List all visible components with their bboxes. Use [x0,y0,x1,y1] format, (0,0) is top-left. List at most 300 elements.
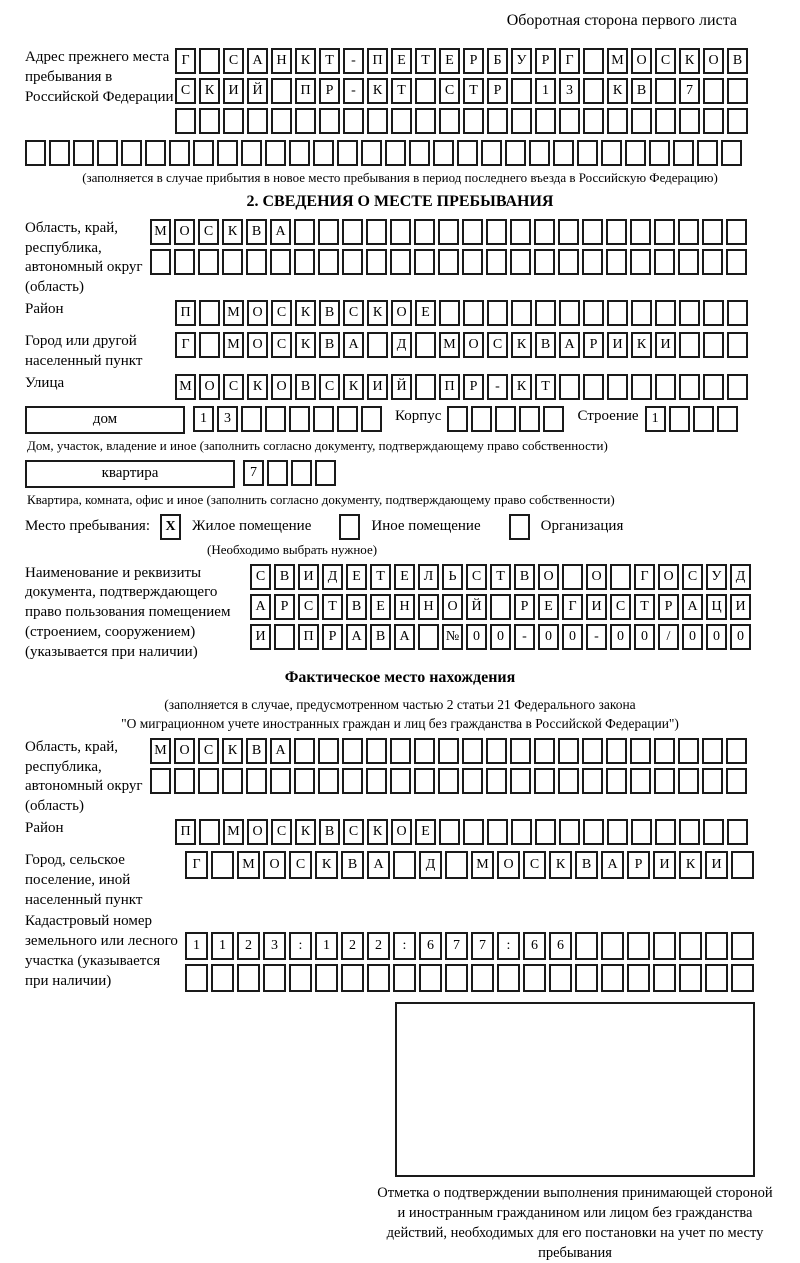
char-cell[interactable] [211,851,234,879]
char-cell[interactable]: Р [319,78,340,104]
char-cell[interactable] [199,300,220,326]
char-cell[interactable] [246,768,267,794]
char-cell[interactable] [705,964,728,992]
char-cell[interactable] [367,108,388,134]
char-cell[interactable]: С [319,374,340,400]
char-cell[interactable] [438,738,459,764]
char-cell[interactable] [361,140,382,166]
checkbox-residential[interactable]: X [160,514,181,540]
char-cell[interactable]: С [289,851,312,879]
char-cell[interactable]: 0 [634,624,655,650]
char-cell[interactable]: М [607,48,628,74]
char-cell[interactable] [366,249,387,275]
char-cell[interactable] [313,406,334,432]
char-cell[interactable] [607,108,628,134]
char-cell[interactable]: Г [175,48,196,74]
char-cell[interactable] [487,300,508,326]
char-cell[interactable]: П [298,624,319,650]
char-cell[interactable] [562,564,583,590]
char-cell[interactable]: Й [391,374,412,400]
char-cell[interactable]: С [223,48,244,74]
char-cell[interactable] [415,332,436,358]
char-cell[interactable] [558,738,579,764]
char-cell[interactable]: У [706,564,727,590]
char-cell[interactable] [726,768,747,794]
char-cell[interactable] [583,78,604,104]
char-cell[interactable]: В [295,374,316,400]
char-cell[interactable]: О [538,564,559,590]
char-cell[interactable] [337,140,358,166]
char-cell[interactable]: : [289,932,312,960]
char-cell[interactable]: М [471,851,494,879]
char-cell[interactable] [673,140,694,166]
char-cell[interactable] [510,219,531,245]
char-cell[interactable]: 3 [217,406,238,432]
char-cell[interactable]: К [367,819,388,845]
char-cell[interactable] [731,964,754,992]
char-cell[interactable] [385,140,406,166]
char-cell[interactable]: О [703,48,724,74]
char-cell[interactable] [534,768,555,794]
char-cell[interactable] [601,140,622,166]
char-cell[interactable]: К [247,374,268,400]
char-cell[interactable]: Г [562,594,583,620]
char-cell[interactable] [343,108,364,134]
char-cell[interactable] [457,140,478,166]
char-cell[interactable]: О [442,594,463,620]
char-cell[interactable]: В [319,819,340,845]
char-cell[interactable] [654,738,675,764]
char-cell[interactable] [438,249,459,275]
char-cell[interactable] [393,851,416,879]
char-cell[interactable] [535,300,556,326]
char-cell[interactable] [463,300,484,326]
char-cell[interactable] [649,140,670,166]
char-cell[interactable]: К [679,48,700,74]
char-cell[interactable]: Т [463,78,484,104]
char-cell[interactable]: О [463,332,484,358]
char-cell[interactable] [702,219,723,245]
char-cell[interactable]: К [295,48,316,74]
char-cell[interactable] [419,964,442,992]
char-cell[interactable]: Е [394,564,415,590]
char-cell[interactable] [511,300,532,326]
char-cell[interactable]: 2 [367,932,390,960]
char-cell[interactable]: П [175,300,196,326]
char-cell[interactable] [415,108,436,134]
char-cell[interactable]: Р [583,332,604,358]
char-cell[interactable]: К [511,374,532,400]
char-cell[interactable]: С [175,78,196,104]
char-cell[interactable] [679,819,700,845]
char-cell[interactable]: О [174,219,195,245]
char-cell[interactable] [313,140,334,166]
char-cell[interactable]: - [343,78,364,104]
char-cell[interactable]: О [631,48,652,74]
char-cell[interactable] [274,624,295,650]
char-cell[interactable]: К [315,851,338,879]
char-cell[interactable] [727,108,748,134]
char-cell[interactable] [414,219,435,245]
char-cell[interactable] [575,964,598,992]
char-cell[interactable]: К [549,851,572,879]
char-cell[interactable]: Й [466,594,487,620]
char-cell[interactable] [535,108,556,134]
char-cell[interactable]: А [247,48,268,74]
char-cell[interactable]: 0 [610,624,631,650]
char-cell[interactable] [486,738,507,764]
char-cell[interactable] [630,738,651,764]
char-cell[interactable] [241,406,262,432]
char-cell[interactable] [727,332,748,358]
char-cell[interactable] [627,964,650,992]
char-cell[interactable] [271,108,292,134]
char-cell[interactable] [631,300,652,326]
char-cell[interactable]: Е [415,819,436,845]
char-cell[interactable] [679,108,700,134]
char-cell[interactable] [294,768,315,794]
char-cell[interactable]: Г [634,564,655,590]
char-cell[interactable] [198,249,219,275]
char-cell[interactable]: С [271,300,292,326]
char-cell[interactable]: 0 [706,624,727,650]
char-cell[interactable]: В [274,564,295,590]
char-cell[interactable]: О [497,851,520,879]
char-cell[interactable] [391,108,412,134]
char-cell[interactable] [361,406,382,432]
char-cell[interactable]: Р [463,374,484,400]
char-cell[interactable] [337,406,358,432]
char-cell[interactable] [607,819,628,845]
char-cell[interactable] [679,964,702,992]
char-cell[interactable] [727,78,748,104]
char-cell[interactable] [415,374,436,400]
char-cell[interactable] [726,219,747,245]
char-cell[interactable]: Ц [706,594,727,620]
char-cell[interactable] [463,819,484,845]
char-cell[interactable]: Р [463,48,484,74]
char-cell[interactable] [415,78,436,104]
char-cell[interactable]: И [367,374,388,400]
char-cell[interactable]: В [346,594,367,620]
char-cell[interactable] [510,768,531,794]
char-cell[interactable] [559,108,580,134]
char-cell[interactable] [318,768,339,794]
char-cell[interactable]: С [250,564,271,590]
char-cell[interactable] [655,78,676,104]
char-cell[interactable]: К [679,851,702,879]
char-cell[interactable]: Р [514,594,535,620]
char-cell[interactable] [549,964,572,992]
char-cell[interactable]: К [222,219,243,245]
char-cell[interactable] [606,219,627,245]
char-cell[interactable]: 6 [419,932,442,960]
char-cell[interactable]: А [367,851,390,879]
char-cell[interactable] [366,768,387,794]
char-cell[interactable] [702,738,723,764]
char-cell[interactable]: Й [247,78,268,104]
char-cell[interactable] [223,108,244,134]
char-cell[interactable]: Р [658,594,679,620]
char-cell[interactable] [510,738,531,764]
char-cell[interactable]: М [223,332,244,358]
char-cell[interactable]: О [586,564,607,590]
char-cell[interactable]: О [247,300,268,326]
char-cell[interactable]: А [270,738,291,764]
char-cell[interactable]: А [346,624,367,650]
char-cell[interactable] [481,140,502,166]
char-cell[interactable] [511,78,532,104]
char-cell[interactable]: С [682,564,703,590]
char-cell[interactable] [731,932,754,960]
char-cell[interactable]: П [439,374,460,400]
char-cell[interactable] [523,964,546,992]
char-cell[interactable]: М [223,300,244,326]
char-cell[interactable] [174,768,195,794]
char-cell[interactable]: П [295,78,316,104]
char-cell[interactable] [627,932,650,960]
char-cell[interactable] [669,406,690,432]
char-cell[interactable]: С [655,48,676,74]
char-cell[interactable] [185,964,208,992]
char-cell[interactable]: К [607,78,628,104]
char-cell[interactable] [583,48,604,74]
char-cell[interactable] [534,738,555,764]
char-cell[interactable]: Е [439,48,460,74]
char-cell[interactable]: К [199,78,220,104]
char-cell[interactable] [270,249,291,275]
char-cell[interactable] [653,964,676,992]
char-cell[interactable]: А [250,594,271,620]
char-cell[interactable] [558,768,579,794]
char-cell[interactable] [630,219,651,245]
char-cell[interactable] [486,219,507,245]
char-cell[interactable] [445,964,468,992]
char-cell[interactable] [582,738,603,764]
char-cell[interactable]: 0 [538,624,559,650]
char-cell[interactable]: - [586,624,607,650]
char-cell[interactable] [393,964,416,992]
char-cell[interactable]: О [271,374,292,400]
char-cell[interactable]: Е [370,594,391,620]
char-cell[interactable] [519,406,540,432]
char-cell[interactable] [289,140,310,166]
char-cell[interactable]: 3 [263,932,286,960]
char-cell[interactable] [559,374,580,400]
char-cell[interactable] [291,460,312,486]
char-cell[interactable]: Н [418,594,439,620]
char-cell[interactable] [553,140,574,166]
char-cell[interactable] [703,374,724,400]
char-cell[interactable] [265,140,286,166]
char-cell[interactable] [414,738,435,764]
char-cell[interactable] [97,140,118,166]
char-cell[interactable]: 2 [237,932,260,960]
char-cell[interactable] [490,594,511,620]
char-cell[interactable] [319,108,340,134]
char-cell[interactable]: И [298,564,319,590]
char-cell[interactable]: 7 [445,932,468,960]
char-cell[interactable] [237,964,260,992]
char-cell[interactable]: Д [391,332,412,358]
char-cell[interactable] [198,768,219,794]
char-cell[interactable] [247,108,268,134]
char-cell[interactable] [486,249,507,275]
char-cell[interactable] [703,300,724,326]
char-cell[interactable]: К [222,738,243,764]
char-cell[interactable] [199,819,220,845]
char-cell[interactable]: 7 [471,932,494,960]
char-cell[interactable] [606,768,627,794]
char-cell[interactable]: 2 [341,932,364,960]
char-cell[interactable] [678,219,699,245]
char-cell[interactable] [487,108,508,134]
char-cell[interactable] [495,406,516,432]
char-cell[interactable] [439,108,460,134]
char-cell[interactable] [390,219,411,245]
char-cell[interactable] [583,108,604,134]
char-cell[interactable] [366,219,387,245]
char-cell[interactable]: Р [322,624,343,650]
checkbox-other-premises[interactable] [339,514,360,540]
char-cell[interactable] [414,249,435,275]
char-cell[interactable]: Е [415,300,436,326]
char-cell[interactable] [295,108,316,134]
char-cell[interactable]: 7 [243,460,264,486]
char-cell[interactable]: А [270,219,291,245]
char-cell[interactable]: 0 [682,624,703,650]
char-cell[interactable] [445,851,468,879]
char-cell[interactable] [679,932,702,960]
char-cell[interactable] [655,374,676,400]
char-cell[interactable] [263,964,286,992]
char-cell[interactable]: С [466,564,487,590]
char-cell[interactable] [265,406,286,432]
char-cell[interactable]: О [247,332,268,358]
char-cell[interactable]: О [174,738,195,764]
char-cell[interactable] [390,249,411,275]
char-cell[interactable]: И [653,851,676,879]
char-cell[interactable]: С [523,851,546,879]
char-cell[interactable] [583,300,604,326]
char-cell[interactable] [606,738,627,764]
char-cell[interactable]: О [391,819,412,845]
char-cell[interactable]: Г [559,48,580,74]
char-cell[interactable] [246,249,267,275]
char-cell[interactable]: Р [274,594,295,620]
char-cell[interactable] [414,768,435,794]
char-cell[interactable]: К [367,78,388,104]
char-cell[interactable] [630,249,651,275]
char-cell[interactable] [655,819,676,845]
char-cell[interactable] [655,300,676,326]
char-cell[interactable]: - [343,48,364,74]
char-cell[interactable]: Н [271,48,292,74]
char-cell[interactable]: Р [535,48,556,74]
char-cell[interactable]: С [343,819,364,845]
char-cell[interactable]: - [514,624,535,650]
char-cell[interactable] [217,140,238,166]
char-cell[interactable] [717,406,738,432]
char-cell[interactable] [654,768,675,794]
char-cell[interactable] [582,768,603,794]
char-cell[interactable] [630,768,651,794]
char-cell[interactable]: № [442,624,463,650]
char-cell[interactable] [693,406,714,432]
char-cell[interactable]: 6 [549,932,572,960]
char-cell[interactable] [726,249,747,275]
char-cell[interactable]: Р [487,78,508,104]
char-cell[interactable]: К [631,332,652,358]
char-cell[interactable] [653,932,676,960]
char-cell[interactable] [726,738,747,764]
char-cell[interactable] [462,738,483,764]
char-cell[interactable]: Е [391,48,412,74]
char-cell[interactable] [462,249,483,275]
char-cell[interactable] [727,300,748,326]
char-cell[interactable]: 1 [645,406,666,432]
char-cell[interactable]: С [487,332,508,358]
char-cell[interactable] [462,219,483,245]
char-cell[interactable]: О [391,300,412,326]
char-cell[interactable] [654,219,675,245]
char-cell[interactable] [169,140,190,166]
char-cell[interactable]: В [575,851,598,879]
char-cell[interactable] [271,78,292,104]
char-cell[interactable] [705,932,728,960]
char-cell[interactable]: А [343,332,364,358]
char-cell[interactable] [731,851,754,879]
char-cell[interactable] [535,819,556,845]
char-cell[interactable] [315,964,338,992]
char-cell[interactable] [703,78,724,104]
char-cell[interactable]: Е [346,564,367,590]
char-cell[interactable] [294,249,315,275]
char-cell[interactable] [487,819,508,845]
char-cell[interactable]: Л [418,564,439,590]
char-cell[interactable]: К [343,374,364,400]
char-cell[interactable]: 1 [535,78,556,104]
char-cell[interactable]: И [586,594,607,620]
char-cell[interactable] [294,219,315,245]
char-cell[interactable]: С [223,374,244,400]
char-cell[interactable] [529,140,550,166]
char-cell[interactable] [199,48,220,74]
char-cell[interactable] [497,964,520,992]
char-cell[interactable]: П [367,48,388,74]
char-cell[interactable]: С [198,738,219,764]
char-cell[interactable] [315,460,336,486]
char-cell[interactable]: М [150,738,171,764]
char-cell[interactable]: В [370,624,391,650]
char-cell[interactable]: В [341,851,364,879]
char-cell[interactable] [702,768,723,794]
char-cell[interactable]: С [343,300,364,326]
char-cell[interactable]: А [601,851,624,879]
char-cell[interactable] [583,374,604,400]
char-cell[interactable]: М [150,219,171,245]
char-cell[interactable] [631,108,652,134]
char-cell[interactable] [318,738,339,764]
char-cell[interactable]: С [271,332,292,358]
char-cell[interactable]: В [514,564,535,590]
char-cell[interactable]: : [497,932,520,960]
char-cell[interactable]: Т [415,48,436,74]
char-cell[interactable] [631,819,652,845]
char-cell[interactable]: Е [538,594,559,620]
char-cell[interactable] [145,140,166,166]
char-cell[interactable] [471,964,494,992]
